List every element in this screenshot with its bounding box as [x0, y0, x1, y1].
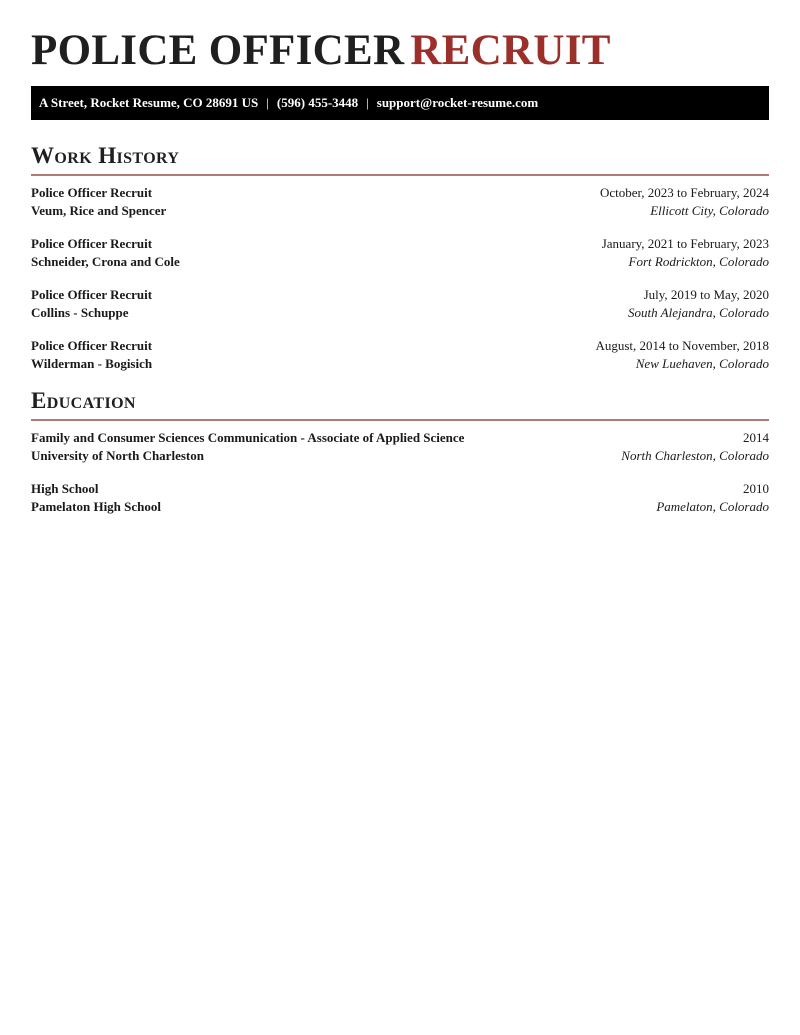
job-location: Fort Rodrickton, Colorado	[628, 254, 769, 269]
contact-separator: |	[266, 95, 269, 110]
contact-address: A Street, Rocket Resume, CO 28691 US	[39, 95, 259, 110]
job-employer: Wilderman - Bogisich	[31, 356, 153, 371]
education-year: 2014	[743, 430, 769, 445]
contact-phone: (596) 455-3448	[276, 95, 359, 110]
education-year: 2010	[743, 481, 769, 496]
work-history-title: Work History	[31, 143, 180, 168]
contact-email: support@rocket-resume.com	[376, 95, 539, 110]
education-title: Education	[31, 388, 136, 413]
work-entry	[31, 337, 769, 373]
job-location: New Luehaven, Colorado	[635, 356, 769, 371]
education-school: University of North Charleston	[31, 448, 204, 463]
education-location: Pamelaton, Colorado	[656, 499, 769, 514]
job-employer: Veum, Rice and Spencer	[31, 203, 167, 218]
work-entry	[31, 235, 769, 271]
education-entry	[31, 429, 769, 465]
education-location: North Charleston, Colorado	[621, 448, 769, 463]
job-position: Police Officer Recruit	[31, 236, 153, 251]
education-school: Pamelaton High School	[31, 499, 162, 514]
job-dates: January, 2021 to February, 2023	[601, 236, 769, 251]
job-employer: Collins - Schuppe	[31, 305, 129, 320]
resume-name	[31, 0, 769, 74]
job-position: Police Officer Recruit	[31, 287, 153, 302]
education-degree: Family and Consumer Sciences Communication - Associate of Applied Science	[31, 430, 465, 445]
education-section	[31, 388, 769, 516]
education-list	[31, 421, 769, 516]
education-degree: High School	[31, 481, 99, 496]
job-dates: August, 2014 to November, 2018	[595, 338, 769, 353]
job-location: South Alejandra, Colorado	[628, 305, 769, 320]
contact-separator: |	[366, 95, 369, 110]
job-dates: October, 2023 to February, 2024	[599, 185, 769, 200]
job-dates: July, 2019 to May, 2020	[643, 287, 769, 302]
work-history-section	[31, 143, 769, 373]
work-history-list	[31, 176, 769, 373]
education-entry	[31, 480, 769, 516]
name-last: RECRUIT	[410, 27, 611, 74]
work-entry	[31, 184, 769, 220]
work-entry	[31, 286, 769, 322]
job-employer: Schneider, Crona and Cole	[31, 254, 180, 269]
name-first: POLICE OFFICER	[31, 27, 405, 74]
job-position: Police Officer Recruit	[31, 185, 153, 200]
job-location: Ellicott City, Colorado	[650, 203, 769, 218]
contact-bar	[31, 86, 769, 120]
job-position: Police Officer Recruit	[31, 338, 153, 353]
